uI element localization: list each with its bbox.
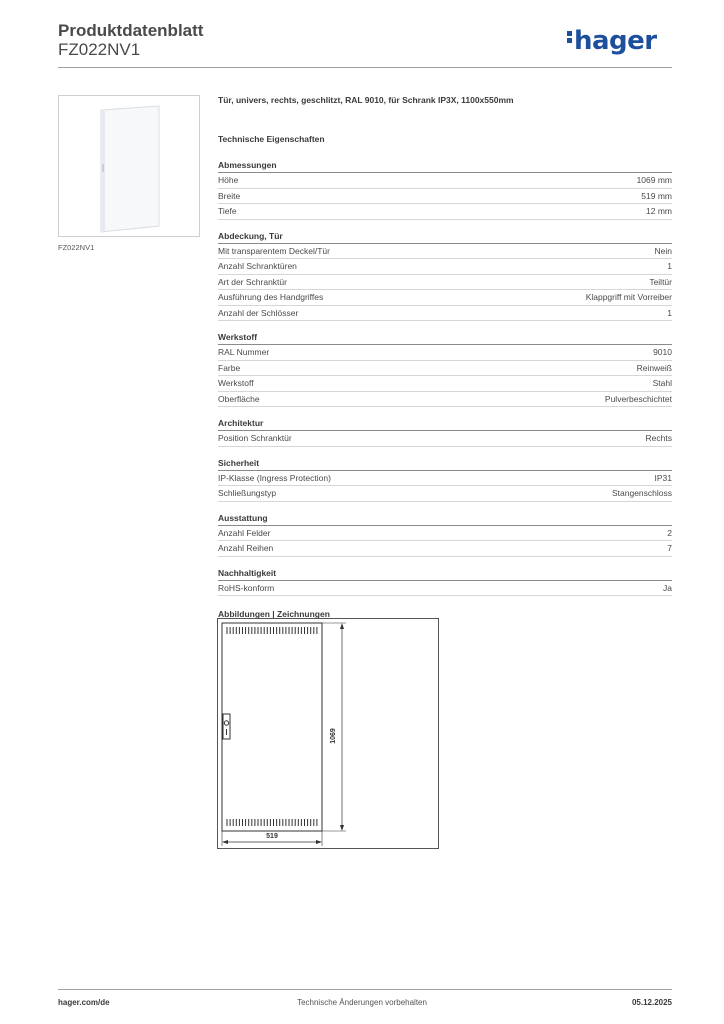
product-description: Tür, univers, rechts, geschlitzt, RAL 9010, für Schrank IP3X, 1100x550mm	[218, 95, 514, 105]
hager-logo	[567, 26, 657, 56]
spec-value: Klappgriff mit Vorreiber	[585, 292, 672, 302]
spec-row	[218, 345, 672, 361]
spec-row	[218, 431, 672, 447]
spec-value: Reinweiß	[636, 362, 672, 373]
logo-text: hager	[574, 26, 657, 56]
section-title: Architektur	[218, 416, 672, 431]
section-title: Werkstoff	[218, 330, 672, 345]
cabinet-door-thumbnail-icon	[59, 96, 199, 236]
product-image	[58, 95, 200, 237]
spec-value: Pulverbeschichtet	[604, 393, 672, 404]
spec-row	[218, 244, 672, 260]
figures-heading: Abbildungen | Zeichnungen	[218, 609, 330, 619]
spec-value: 519 mm	[641, 190, 672, 201]
spec-section	[218, 330, 672, 407]
spec-value: Ja	[663, 582, 672, 593]
spec-row	[218, 306, 672, 322]
spec-label: Tiefe	[218, 206, 237, 216]
section-title: Ausstattung	[218, 511, 672, 526]
spec-row	[218, 189, 672, 205]
spec-row	[218, 290, 672, 306]
spec-section	[218, 229, 672, 322]
spec-label: Farbe	[218, 362, 241, 373]
spec-content	[218, 95, 672, 619]
spec-value: 7	[667, 543, 672, 553]
spec-label: Breite	[218, 190, 241, 201]
spec-row	[218, 486, 672, 502]
spec-row	[218, 173, 672, 189]
spec-label: Ausführung des Handgriffes	[218, 292, 324, 302]
spec-label: Höhe	[218, 175, 239, 185]
footer-date: 05.12.2025	[631, 998, 672, 1007]
spec-label: IP-Klasse (Ingress Protection)	[218, 472, 331, 483]
spec-value: 1	[667, 261, 672, 271]
spec-row	[218, 376, 672, 392]
section-title: Sicherheit	[218, 456, 672, 471]
spec-value: IP31	[654, 472, 672, 483]
spec-label: Anzahl der Schlösser	[218, 307, 299, 318]
spec-value: 1	[667, 307, 672, 318]
spec-label: Anzahl Schranktüren	[218, 261, 297, 271]
door-drawing-icon	[218, 619, 438, 848]
spec-label: RAL Nummer	[218, 347, 270, 357]
spec-row	[218, 526, 672, 542]
spec-label: Schließungstyp	[218, 488, 277, 498]
spec-value: Teiltür	[649, 276, 672, 287]
spec-section	[218, 566, 672, 597]
footer-disclaimer: Technische Änderungen vorbehalten	[297, 998, 427, 1007]
section-title: Abdeckung, Tür	[218, 229, 672, 244]
spec-row	[218, 204, 672, 220]
article-number: FZ022NV1	[58, 40, 141, 59]
spec-row	[218, 361, 672, 377]
section-title: Abmessungen	[218, 158, 672, 173]
footer-divider	[58, 989, 672, 990]
logo-dots-icon	[567, 29, 572, 45]
header-divider	[58, 67, 672, 68]
spec-value: 2	[667, 527, 672, 538]
spec-label: RoHS-konform	[218, 582, 275, 593]
spec-sections	[218, 158, 672, 596]
tech-heading: Technische Eigenschaften	[218, 134, 325, 144]
spec-row	[218, 581, 672, 597]
spec-section	[218, 416, 672, 447]
spec-label: Anzahl Reihen	[218, 543, 274, 553]
footer-website[interactable]: hager.com/de	[58, 998, 110, 1007]
spec-value: Stangenschloss	[611, 488, 672, 498]
spec-label: Position Schranktür	[218, 433, 292, 443]
image-caption: FZ022NV1	[58, 243, 95, 252]
height-dimension-label: 1069	[330, 728, 337, 744]
spec-row	[218, 541, 672, 557]
spec-label: Mit transparentem Deckel/Tür	[218, 245, 330, 256]
spec-value: 9010	[653, 347, 672, 357]
spec-label: Anzahl Felder	[218, 527, 271, 538]
section-title: Nachhaltigkeit	[218, 566, 672, 581]
spec-label: Werkstoff	[218, 378, 254, 388]
spec-value: Stahl	[652, 378, 672, 388]
spec-section	[218, 456, 672, 502]
spec-value: Rechts	[645, 433, 672, 443]
spec-section	[218, 158, 672, 220]
technical-drawing	[217, 618, 439, 849]
width-dimension-label: 519	[266, 833, 278, 840]
spec-value: 12 mm	[646, 206, 672, 216]
spec-row	[218, 259, 672, 275]
spec-label: Oberfläche	[218, 393, 260, 404]
spec-row	[218, 471, 672, 487]
page-title: Produktdatenblatt	[58, 21, 204, 40]
spec-row	[218, 275, 672, 291]
spec-value: Nein	[654, 245, 672, 256]
spec-section	[218, 511, 672, 557]
spec-row	[218, 392, 672, 408]
spec-value: 1069 mm	[636, 175, 672, 185]
spec-label: Art der Schranktür	[218, 276, 287, 287]
